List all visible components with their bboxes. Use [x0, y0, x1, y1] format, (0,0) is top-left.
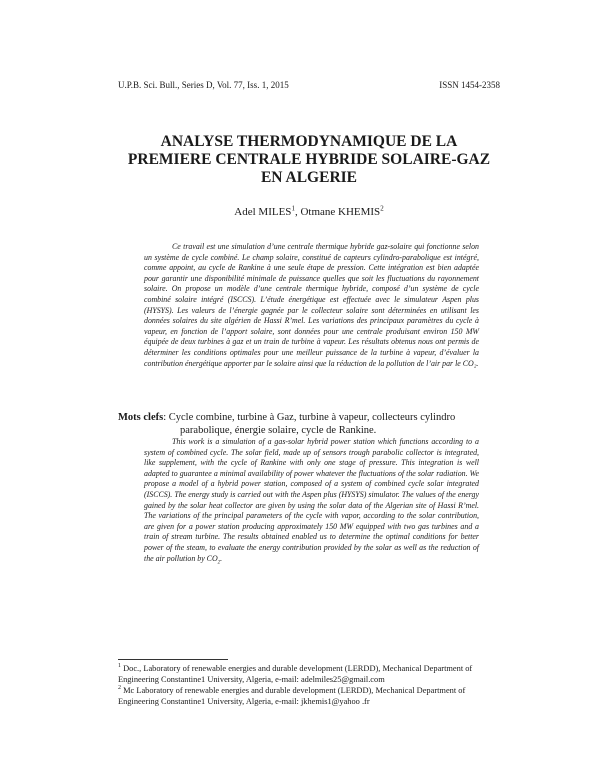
title-line-1: ANALYSE THERMODYNAMIQUE DE LA: [160, 133, 458, 150]
footnotes: [118, 663, 500, 707]
author-name-1: Adel MILES: [234, 206, 292, 218]
keywords-line-1: : Cycle combine, turbine à Gaz, turbine à vapeur, collecteurs cylindro: [163, 412, 456, 423]
author-name-2: Otmane KHEMIS: [300, 206, 381, 218]
author-1-footnote-mark: 1: [291, 204, 295, 213]
abstract-french: [144, 242, 479, 369]
footnote-2-text: Mc Laboratory of renewable energies and durable development (LERDD), Mechanical Department of Engineering Constantine1 University, Algeria, e-mail: jkhemis1@yahoo .fr: [118, 686, 466, 706]
co2-subscript: 2: [217, 560, 221, 566]
keywords-block: [118, 411, 500, 437]
footnote-2-mark: 2: [118, 685, 121, 692]
title-line-2: PREMIERE CENTRALE HYBRIDE SOLAIRE-GAZ: [127, 151, 491, 168]
footnote-separator: [118, 659, 228, 660]
abstract-english-end: .: [220, 553, 223, 563]
author-2-footnote-mark: 2: [380, 204, 384, 213]
issn-number: ISSN 1454-2358: [439, 80, 500, 90]
keywords-line-2: parabolique, énergie solaire, cycle de Rankine.: [180, 425, 377, 436]
footnote-1: [118, 663, 500, 685]
keywords-label: Mots clefs: [118, 412, 164, 423]
running-header: [118, 80, 500, 90]
author-list: [118, 206, 500, 218]
footnote-1-text: Doc., Laboratory of renewable energies and durable development (LERDD), Mechanical Department of Engineering Constantine1 University, Algeria, e-mail: adelmiles25@gmail.com: [118, 664, 473, 684]
abstract-english: [144, 437, 479, 564]
abstract-english-text: This work is a simulation of a gas-solar hybrid power station which functions according to a system of combined cycle. The solar field, made up of sensors trough parabolic collector is integrated, like supplement, with the cycle of Rankine with only one stage of pressure. This integration is well adapted to guarantee a minimal availability of power whatever the fluctuations of the solar radiation. We propose a model of a hybrid power station, composed of a system of combined cycle solar integrated (ISCCS). The energy study is carried out with the Aspen plus (HYSYS) simulator. The values of the energy gained by the solar heat collector are given by using the solar data of the Algerian site of Hassi R’mel. The variations of the principal parameters of the cycle with vapor, according to the solar contribution, are given for a power station producing approximately 150 MW equipped with two gas turbines and a train of stream turbine. The results obtained enabled us to determine the optimal conditions for better power of the steam, to evaluate the energy contribution provided by the solar as well as the reduction of the air pollution by CO: [144, 437, 479, 563]
abstract-french-text: Ce travail est une simulation d’une centrale thermique hybride gaz-solaire qui fonctionne selon un système de cycle combiné. Le champ solaire, constitué de capteurs cylindro-parabolique est intégré, comme appoint, au cycle de Rankine à une seule étape de pression. Cette intégration est bien adaptée pour garantir une disponibilité minimale de puissance quelles que soit les fluctuations du rayonnement solaire. On propose un modèle d’une centrale thermique hybride, composé d’un système de cycle combiné solaire intégré (ISCCS). L’étude énergétique est effectuée avec le simulateur Aspen plus (HYSYS). Les valeurs de l’énergie gagnée par le collecteur solaire sont déterminées en utilisant les données solaires du site algérien de Hassi R’mel. Les variations des principaux paramètres du cycle à vapeur, en fonction de l’apport solaire, sont données pour une centrale produisant environ 150 MW équipée de deux turbines à gaz et un train de turbine à vapeur. Les résultats obtenus nous ont permis de déterminer les conditions optimales pour une meilleur puissance de la turbine à vapeur, d’évaluer la contribution énergétique apporter par le solaire ainsi que la réduction de la pollution de l’air par le CO₂.: [144, 242, 479, 368]
author-separator: ,: [294, 206, 301, 218]
journal-citation: U.P.B. Sci. Bull., Series D, Vol. 77, Iss. 1, 2015: [118, 80, 289, 90]
footnote-1-mark: 1: [118, 663, 121, 670]
footnote-2: [118, 685, 500, 707]
paper-title: [118, 133, 500, 187]
title-line-3: EN ALGERIE: [260, 169, 358, 186]
